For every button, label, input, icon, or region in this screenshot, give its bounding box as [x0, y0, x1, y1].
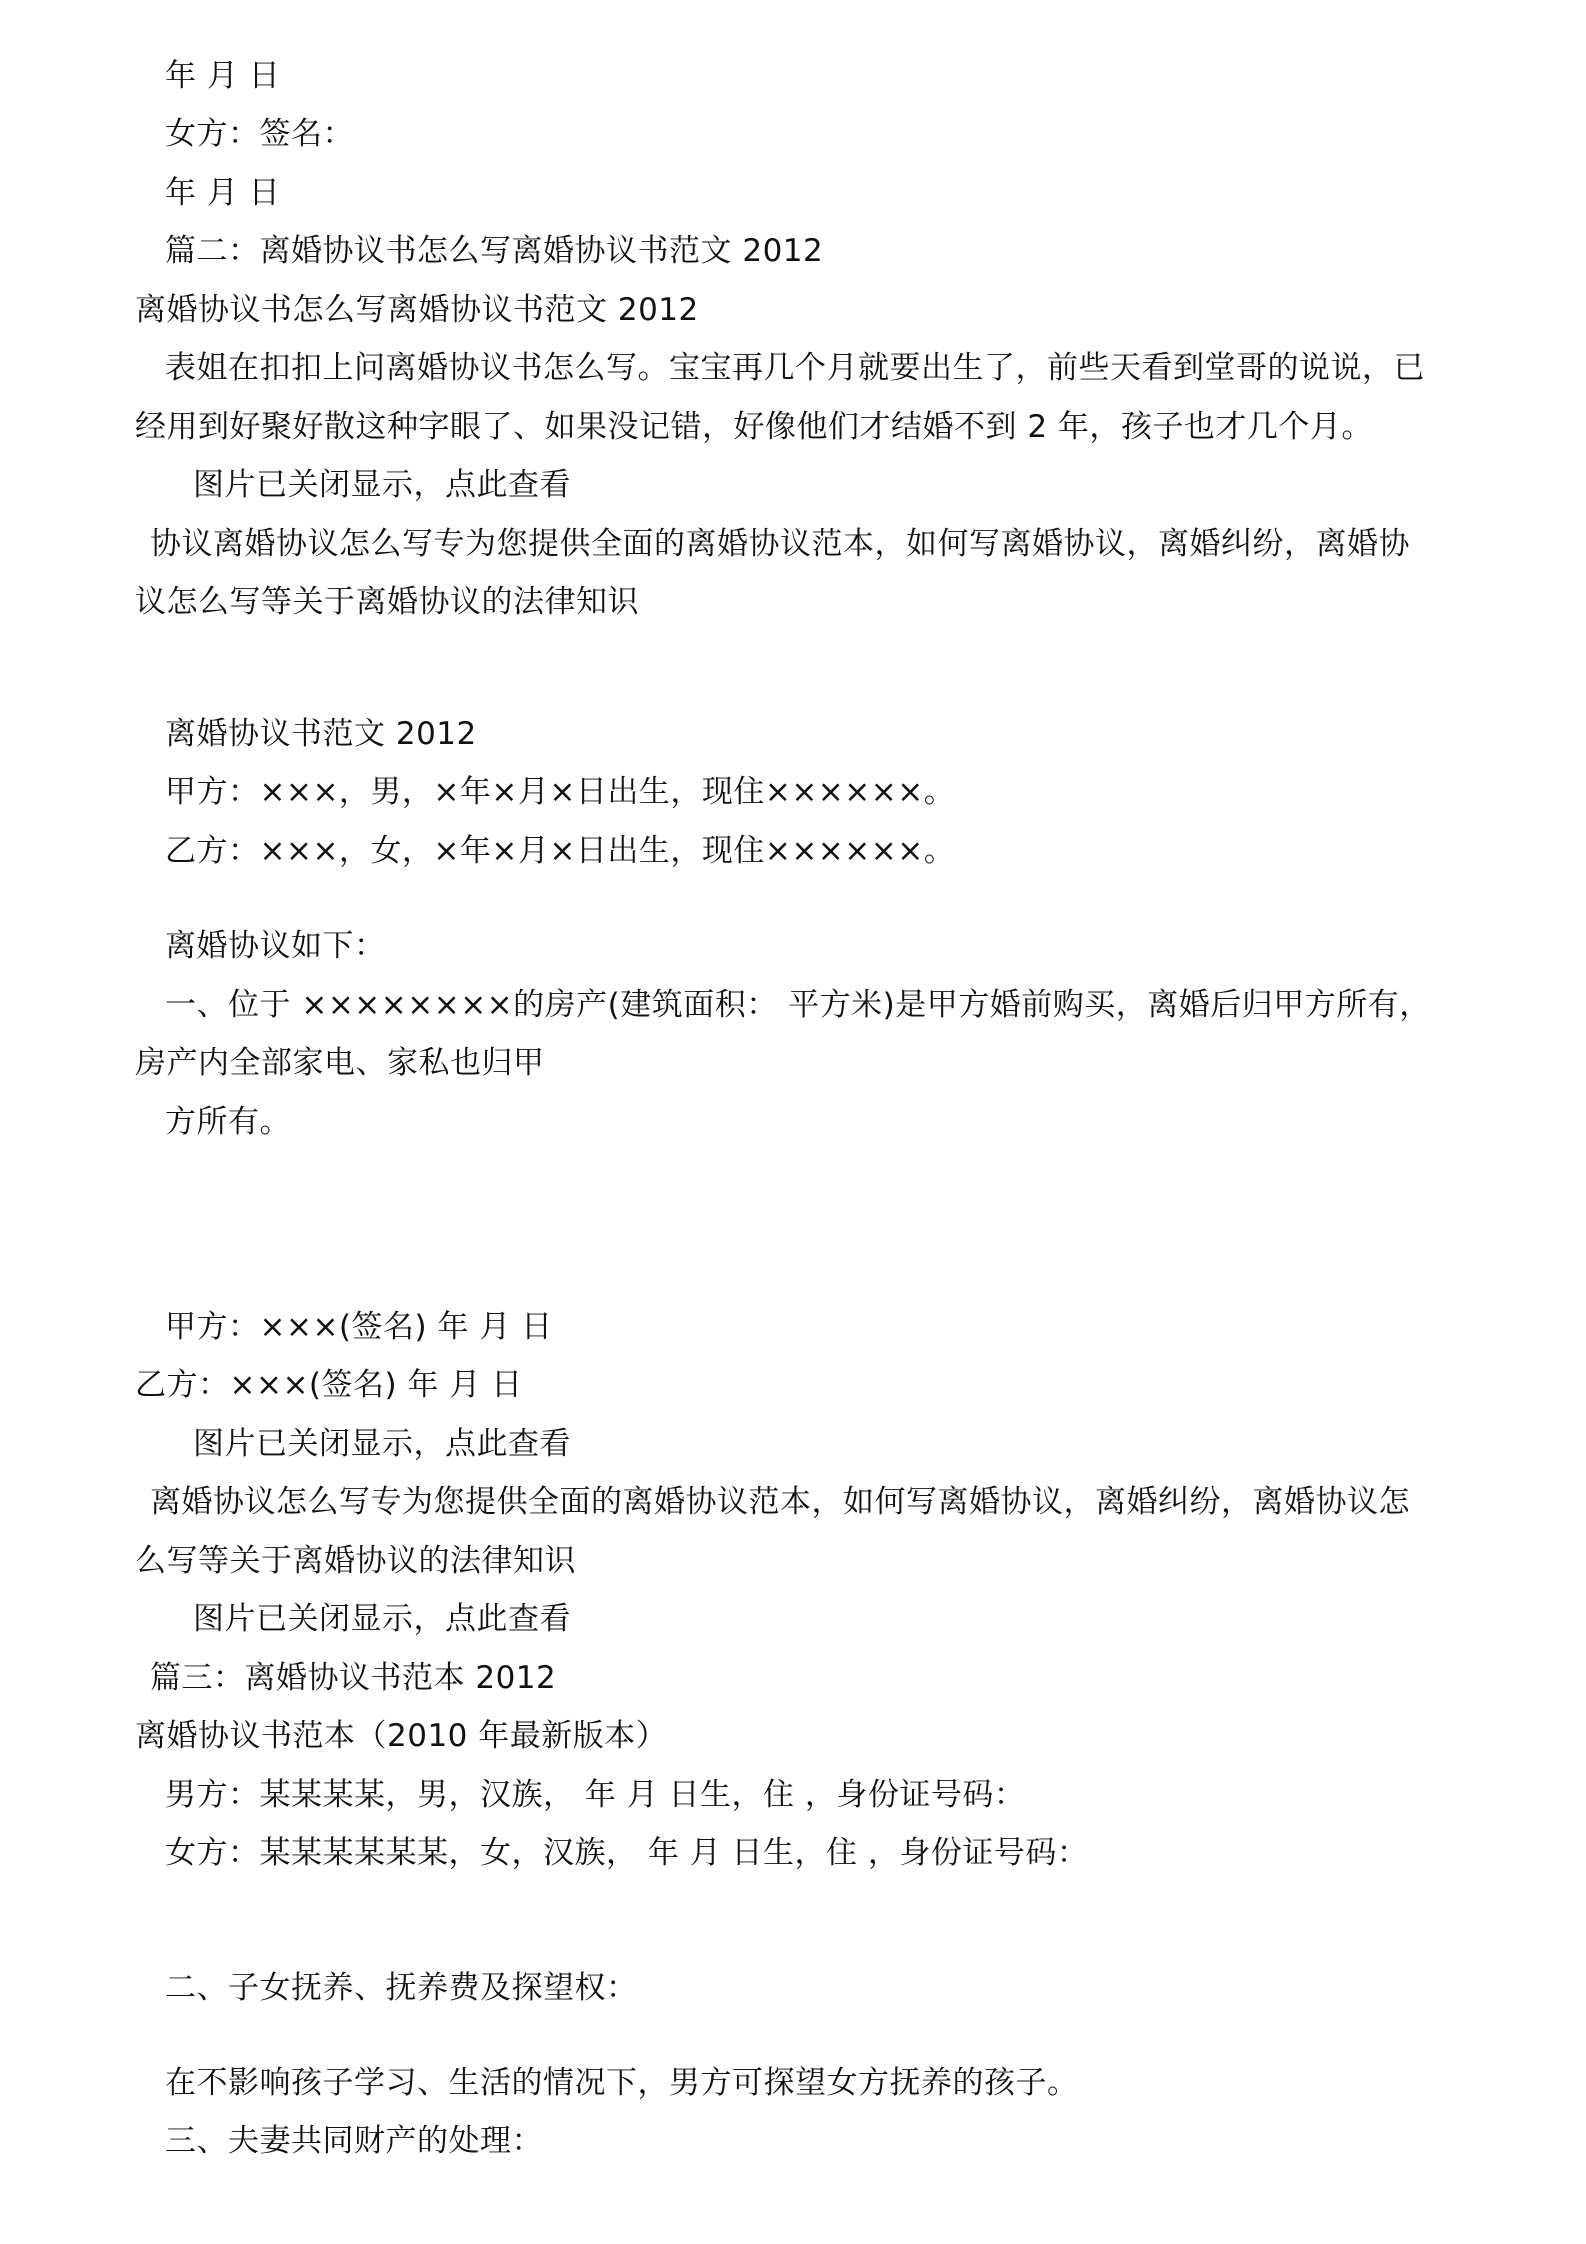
clause-two-heading: 二、子女抚养、抚养费及探望权：	[165, 1970, 638, 2006]
paragraph-line: 协议离婚协议怎么写专为您提供全面的离婚协议范本，如何写离婚协议，离婚纠纷，离婚协	[150, 526, 1410, 562]
section-three-heading: 篇三：离婚协议书范本 2012	[150, 1660, 557, 1696]
date-line-2: 年 月 日	[165, 175, 281, 211]
party-a-signature: 甲方：×××(签名) 年 月 日	[165, 1309, 553, 1345]
template-title: 离婚协议书范文 2012	[165, 716, 477, 752]
paragraph-line: 表姐在扣扣上问离婚协议书怎么写。宝宝再几个月就要出生了，前些天看到堂哥的说说，已	[165, 350, 1425, 386]
paragraph-line: 离婚协议怎么写专为您提供全面的离婚协议范本，如何写离婚协议，离婚纠纷，离婚协议怎	[150, 1484, 1410, 1520]
clause-two-text: 在不影响孩子学习、生活的情况下，男方可探望女方抚养的孩子。	[165, 2065, 1079, 2101]
paragraph-line: 议怎么写等关于离婚协议的法律知识	[135, 584, 639, 620]
agreement-intro: 离婚协议如下：	[165, 928, 386, 964]
party-b-signature: 乙方：×××(签名) 年 月 日	[135, 1367, 523, 1403]
clause-three-heading: 三、夫妻共同财产的处理：	[165, 2123, 543, 2159]
party-a-line: 甲方：×××，男，×年×月×日出生，现住××××××。	[165, 774, 956, 810]
clause-one-line: 房产内全部家电、家私也归甲	[135, 1045, 545, 1081]
female-signature-line: 女方：签名：	[165, 116, 354, 152]
image-hidden-notice: 图片已关闭显示，点此查看	[193, 467, 571, 503]
image-hidden-notice: 图片已关闭显示，点此查看	[193, 1426, 571, 1462]
article-title: 离婚协议书怎么写离婚协议书范文 2012	[135, 292, 699, 328]
section-two-heading: 篇二：离婚协议书怎么写离婚协议书范文 2012	[165, 233, 824, 269]
paragraph-line: 经用到好聚好散这种字眼了、如果没记错，好像他们才结婚不到 2 年，孩子也才几个月。	[135, 409, 1373, 445]
image-hidden-notice: 图片已关闭显示，点此查看	[193, 1601, 571, 1637]
clause-one-line: 一、位于 ××××××××的房产(建筑面积： 平方米)是甲方婚前购买，离婚后归甲方所有，	[165, 987, 1431, 1023]
paragraph-line: 么写等关于离婚协议的法律知识	[135, 1543, 576, 1579]
male-party-line: 男方：某某某某，男，汉族， 年 月 日生，住 ，身份证号码：	[165, 1777, 1026, 1813]
party-b-line: 乙方：×××，女，×年×月×日出生，现住××××××。	[165, 833, 956, 869]
template-subtitle: 离婚协议书范本（2010 年最新版本）	[135, 1718, 668, 1754]
clause-one-line: 方所有。	[165, 1104, 291, 1140]
female-party-line: 女方：某某某某某某，女，汉族， 年 月 日生，住 ，身份证号码：	[165, 1835, 1089, 1871]
date-line-1: 年 月 日	[165, 58, 281, 94]
